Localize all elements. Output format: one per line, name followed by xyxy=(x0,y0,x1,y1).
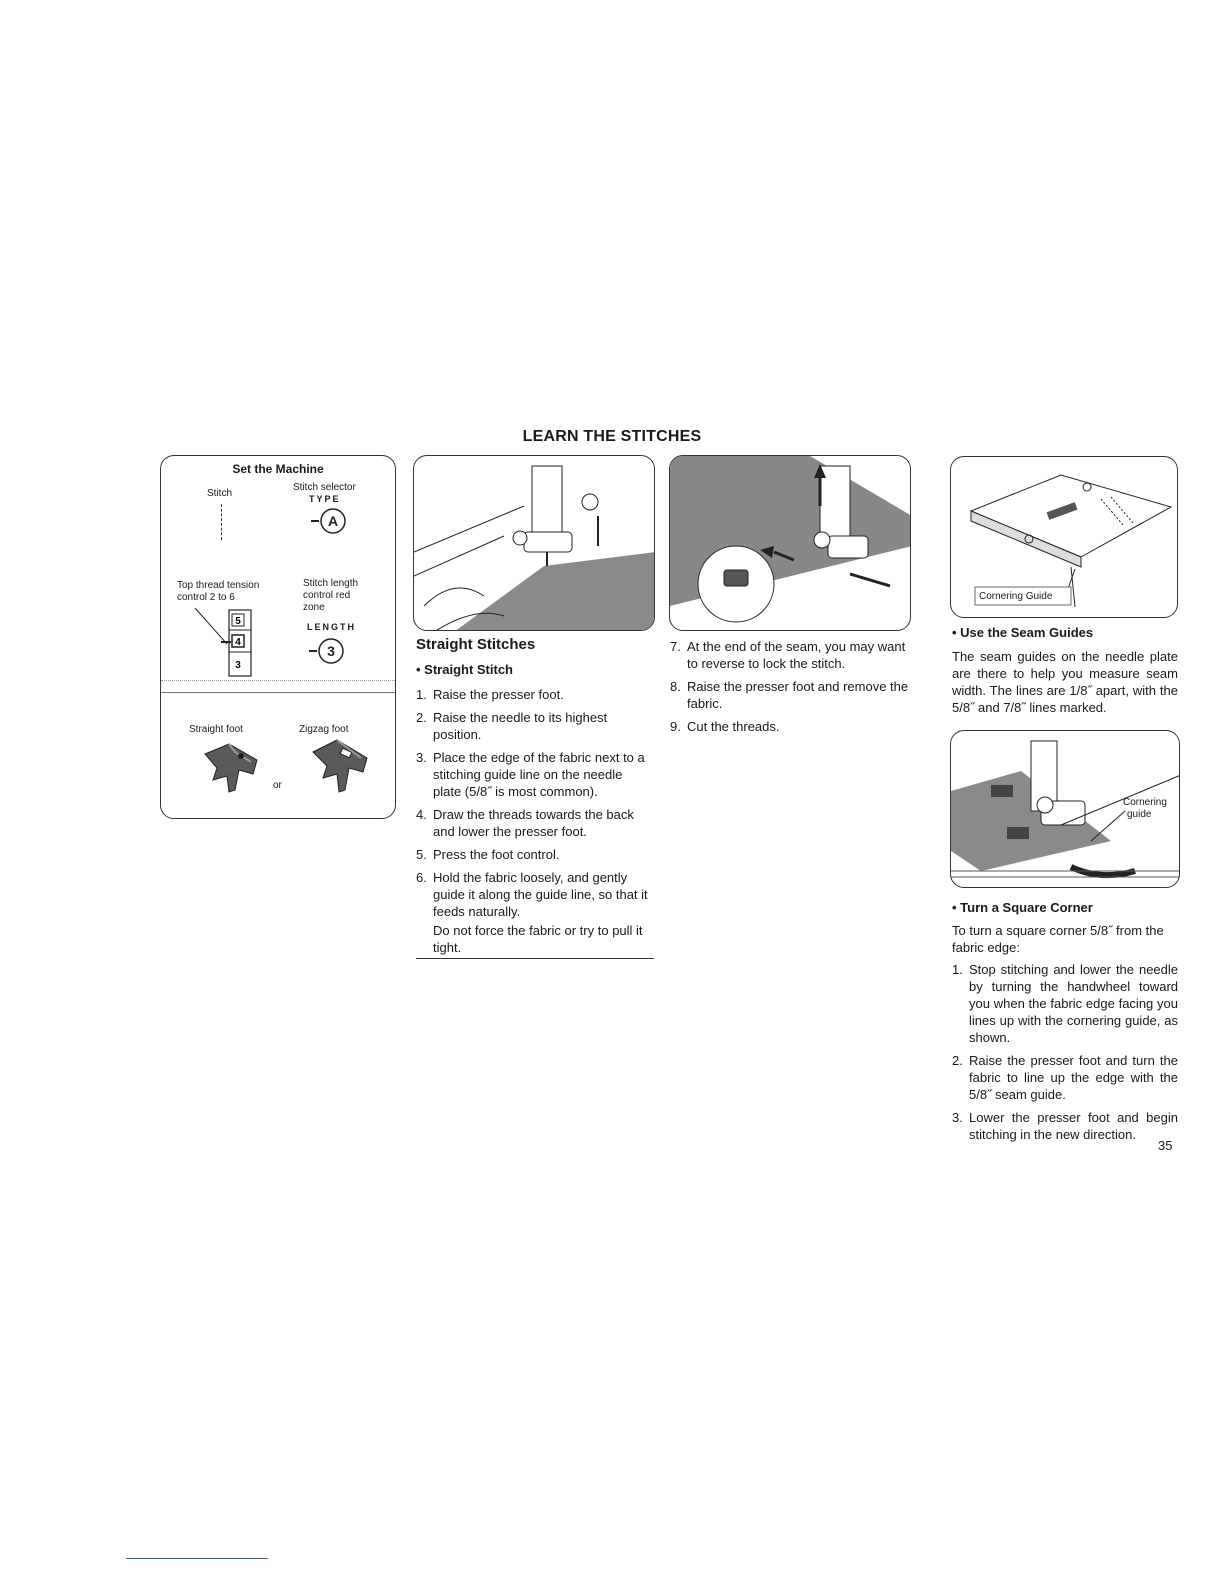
step-text: Lower the presser foot and begin stitching in the new direction. xyxy=(969,1110,1178,1142)
step-number: 1. xyxy=(952,962,963,977)
reverse-stitch-illustration xyxy=(670,456,911,631)
type-value: A xyxy=(327,513,339,529)
panel-divider-dotted xyxy=(161,680,395,681)
page-title: LEARN THE STITCHES xyxy=(522,428,702,445)
length-label-2: control red xyxy=(303,590,351,601)
list-item xyxy=(670,638,910,672)
step-text: Raise the presser foot and remove the fabric. xyxy=(687,679,909,711)
straight-stitch-note: Do not force the fabric or try to pull it tight. xyxy=(416,922,654,959)
stitch-label: Stitch xyxy=(207,488,233,499)
figure-reverse-stitch xyxy=(669,455,911,631)
step-number: 2. xyxy=(416,710,427,725)
stitch-selector-label: Stitch selector xyxy=(293,482,356,493)
cornering-caption-1: Cornering xyxy=(1123,797,1167,808)
stitch-type-dial-icon xyxy=(309,504,349,538)
step-text: At the end of the seam, you may want to reverse to lock the stitch. xyxy=(687,639,906,671)
list-item xyxy=(416,749,654,800)
straight-foot-icon xyxy=(199,740,263,796)
list-item xyxy=(952,1052,1178,1103)
seam-guides-heading: • Use the Seam Guides xyxy=(952,625,1094,640)
length-label-1: Stitch length xyxy=(303,578,359,589)
list-item xyxy=(416,686,654,703)
list-item xyxy=(670,718,910,735)
list-item xyxy=(952,961,1178,1046)
step-text: Press the foot control. xyxy=(433,847,560,862)
panel-title: Set the Machine xyxy=(232,462,324,476)
length-title: LENGTH xyxy=(307,622,356,632)
step-text: Raise the needle to its highest position. xyxy=(433,710,608,742)
square-corner-heading: • Turn a Square Corner xyxy=(952,900,1093,915)
tension-label-1: Top thread tension xyxy=(177,580,260,591)
straight-foot-label: Straight foot xyxy=(189,724,243,735)
step-number: 1. xyxy=(416,687,427,702)
or-label: or xyxy=(273,780,282,791)
tension-value-5: 5 xyxy=(235,616,241,627)
step-text: Raise the presser foot. xyxy=(433,687,564,702)
step-number: 8. xyxy=(670,679,681,694)
step-text: Hold the fabric loosely, and gently guide it along the guide line, so that it feeds naturally. xyxy=(433,870,648,919)
zigzag-foot-icon xyxy=(307,736,371,796)
continued-steps xyxy=(670,638,910,741)
straight-stitch-subheading: • Straight Stitch xyxy=(416,662,513,677)
straight-stitches-heading: Straight Stitches xyxy=(416,636,536,653)
sewing-machine-illustration xyxy=(414,456,655,631)
square-corner-intro: To turn a square corner 5/8˝ from the fabric edge: xyxy=(952,923,1164,955)
step-text: Cut the threads. xyxy=(687,719,780,734)
list-item xyxy=(416,709,654,743)
list-item xyxy=(416,806,654,840)
stitch-length-dial-icon xyxy=(307,632,347,668)
square-corner-steps xyxy=(952,961,1178,1149)
length-label-3: zone xyxy=(303,602,325,613)
list-item xyxy=(416,846,654,863)
panel-divider xyxy=(161,692,395,693)
step-number: 3. xyxy=(416,750,427,765)
straight-stitch-steps xyxy=(416,686,654,959)
step-number: 6. xyxy=(416,870,427,885)
cornering-caption-2: guide xyxy=(1127,809,1152,820)
zigzag-foot-label: Zigzag foot xyxy=(299,724,349,735)
type-label: TYPE xyxy=(309,494,341,504)
stitch-leader-line xyxy=(221,504,223,540)
length-value: 3 xyxy=(327,643,335,659)
list-item xyxy=(670,678,910,712)
cornering-guide-caption: Cornering Guide xyxy=(979,591,1053,602)
step-text: Stop stitching and lower the needle by turning the handwheel toward you when the fabric edge facing you lines up with the cornering guide, as shown. xyxy=(969,962,1178,1045)
list-item xyxy=(952,1109,1178,1143)
page-number: 35 xyxy=(1158,1138,1173,1153)
step-text: Place the edge of the fabric next to a stitching guide line on the needle plate (5/8˝ is most common). xyxy=(433,750,645,799)
step-number: 3. xyxy=(952,1110,963,1125)
step-number: 9. xyxy=(670,719,681,734)
list-item xyxy=(416,869,654,920)
bottom-rule xyxy=(126,1558,268,1559)
figure-square-corner xyxy=(950,730,1180,888)
tension-value-4: 4 xyxy=(235,637,241,648)
tension-label-2: control 2 to 6 xyxy=(177,592,235,603)
figure-sewing-straight-stitch xyxy=(413,455,655,631)
tension-value-3: 3 xyxy=(235,660,241,671)
step-number: 5. xyxy=(416,847,427,862)
seam-guides-text: The seam guides on the needle plate are there to help you measure seam width. The lines are 1/8˝ apart, with the 5/8˝ and 7/8˝ lines marked. xyxy=(952,649,1178,715)
step-number: 4. xyxy=(416,807,427,822)
set-the-machine-panel xyxy=(160,455,396,819)
tension-dial-icon xyxy=(191,604,271,680)
step-text: Draw the threads towards the back and lower the presser foot. xyxy=(433,807,634,839)
step-number: 2. xyxy=(952,1053,963,1068)
step-text: Raise the presser foot and turn the fabric to line up the edge with the 5/8˝ seam guide. xyxy=(969,1053,1178,1102)
step-number: 7. xyxy=(670,639,681,654)
figure-cornering-guide xyxy=(950,456,1178,618)
